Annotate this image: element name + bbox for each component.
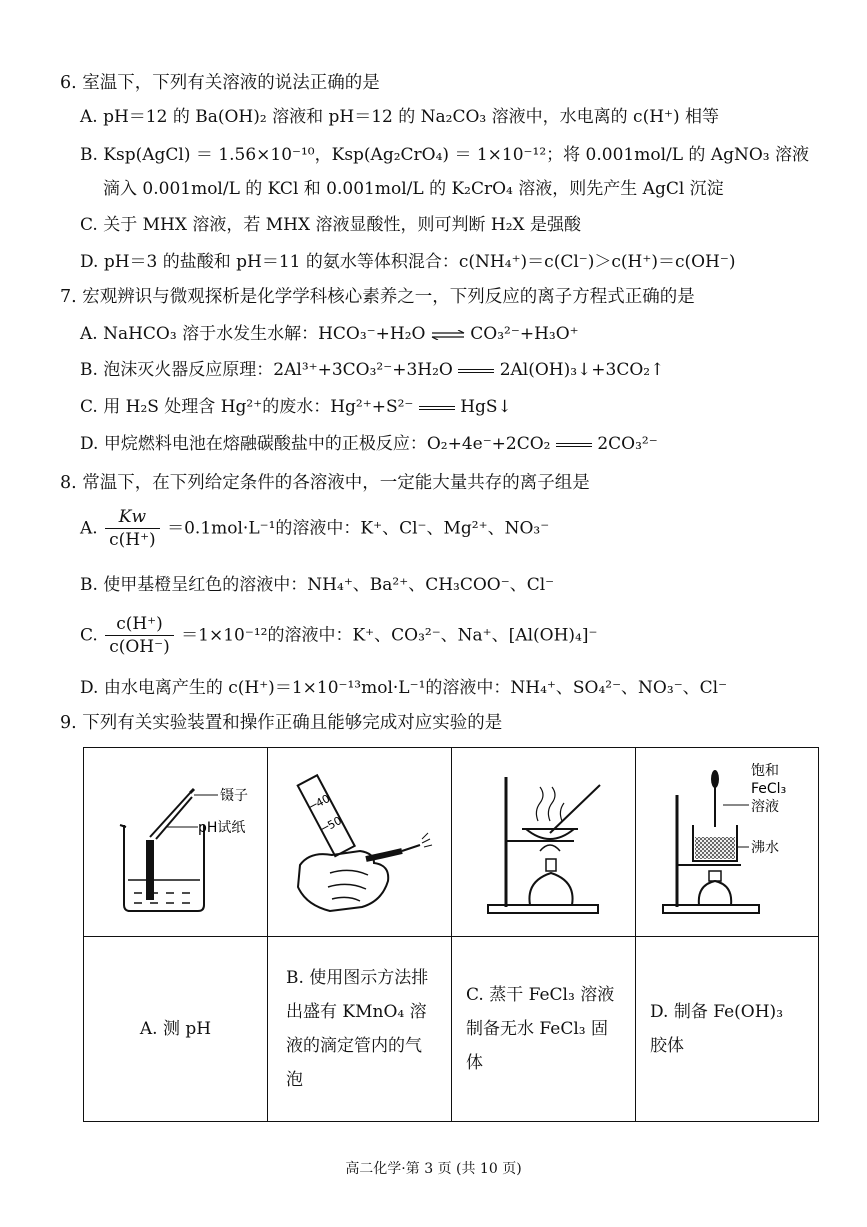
tweezers-label: 镊子 <box>219 788 248 804</box>
q8-a-numerator: Kw <box>105 506 160 529</box>
q7-a-right: CO₃²⁻+H₃O⁺ <box>470 324 579 344</box>
page-footer: 高二化学·第 3 页 (共 10 页) <box>345 1161 522 1177</box>
q7-b-left: B. 泡沫灭火器反应原理：2Al³⁺+3CO₃²⁻+3H₂O <box>80 360 453 380</box>
q8-a-text: ＝0.1mol·L⁻¹的溶液中：K⁺、Cl⁻、Mg²⁺、NO₃⁻ <box>167 518 550 539</box>
boiling-water-label: 沸水 <box>751 840 779 856</box>
q7-option-d <box>80 431 658 457</box>
ph-paper-label: pH试纸 <box>197 820 245 836</box>
q8-c-text: ＝1×10⁻¹²的溶液中：K⁺、CO₃²⁻、Na⁺、[Al(OH)₄]⁻ <box>181 625 598 646</box>
q7-stem: 7. 宏观辨识与微观探析是化学学科核心素养之一，下列反应的离子方程式正确的是 <box>60 287 695 307</box>
q7-option-c <box>80 394 512 420</box>
description-row <box>84 937 819 1122</box>
saturated-label: 饱和 <box>751 763 779 779</box>
q6-stem: 6. 室温下，下列有关溶液的说法正确的是 <box>60 73 380 93</box>
solution-label: 溶液 <box>751 799 779 815</box>
burette-mark-40: 40 <box>313 791 332 811</box>
option-c-cell: C. 蒸干 FeCl₃ 溶液制备无水 FeCl₃ 固体 <box>452 937 636 1122</box>
option-d-cell: D. 制备 Fe(OH)₃ 胶体 <box>636 937 819 1122</box>
q7-c-right: HgS↓ <box>460 397 512 417</box>
q8-c-label: C. <box>80 625 98 646</box>
q8-option-b: B. 使甲基橙呈红色的溶液中：NH₄⁺、Ba²⁺、CH₃COO⁻、Cl⁻ <box>80 575 555 595</box>
evaporating-dish-figure <box>454 755 634 925</box>
q8-option-c <box>80 613 597 658</box>
q7-d-left: D. 甲烷燃料电池在熔融碳酸盐中的正极反应：O₂+4e⁻+2CO₂ <box>80 434 551 454</box>
figure-c-cell <box>452 748 636 937</box>
beaker-ph-paper-figure <box>86 755 266 925</box>
q8-a-label: A. <box>80 518 98 539</box>
q8-stem: 8. 常温下，在下列给定条件的各溶液中，一定能大量共存的离子组是 <box>60 473 590 493</box>
q8-option-d: D. 由水电离产生的 c(H⁺)＝1×10⁻¹³mol·L⁻¹的溶液中：NH₄⁺、SO₄²⁻、NO₃⁻、Cl⁻ <box>80 678 728 698</box>
q6-option-b-line1: B. Ksp(AgCl) ＝ 1.56×10⁻¹⁰，Ksp(Ag₂CrO₄) ＝ 1×10⁻¹²；将 0.001mol/L 的 AgNO₃ 溶液 <box>80 145 810 165</box>
equals-sign-icon <box>556 443 592 447</box>
equals-sign-icon <box>458 369 494 373</box>
figure-a-cell <box>84 748 268 937</box>
q7-option-b <box>80 357 664 383</box>
experiment-table <box>83 747 819 1122</box>
q7-d-right: 2CO₃²⁻ <box>597 434 658 454</box>
q8-c-numerator: c(H⁺) <box>105 613 174 636</box>
q6-option-a: A. pH＝12 的 Ba(OH)₂ 溶液和 pH＝12 的 Na₂CO₃ 溶液中，水电离的 c(H⁺) 相等 <box>80 107 720 127</box>
q8-option-a <box>80 506 549 551</box>
q6-option-c: C. 关于 MHX 溶液，若 MHX 溶液显酸性，则可判断 H₂X 是强酸 <box>80 215 582 235</box>
fecl3-label: FeCl₃ <box>751 781 787 797</box>
q9-stem: 9. 下列有关实验装置和操作正确且能够完成对应实验的是 <box>60 713 503 733</box>
q6-option-b-line2: 滴入 0.001mol/L 的 KCl 和 0.001mol/L 的 K₂CrO₄ 溶液，则先产生 AgCl 沉淀 <box>103 179 724 199</box>
figure-b-cell <box>268 748 452 937</box>
burette-hand-figure <box>270 755 450 925</box>
figure-row <box>84 748 819 937</box>
q7-option-a <box>80 321 579 347</box>
q8-a-fraction <box>105 506 160 551</box>
q7-b-right: 2Al(OH)₃↓+3CO₂↑ <box>499 360 665 380</box>
burette-mark-50: 50 <box>324 814 344 833</box>
q8-c-fraction <box>105 613 174 658</box>
figure-d-cell <box>636 748 819 937</box>
q7-a-left: A. NaHCO₃ 溶于水发生水解：HCO₃⁻+H₂O <box>80 324 426 344</box>
equals-sign-icon <box>419 406 455 410</box>
equilibrium-arrow-icon <box>431 330 465 340</box>
colloid-preparation-figure <box>637 755 817 925</box>
q7-c-left: C. 用 H₂S 处理含 Hg²⁺的废水：Hg²⁺+S²⁻ <box>80 397 414 417</box>
q8-c-denominator: c(OH⁻) <box>109 637 170 657</box>
q8-a-denominator: c(H⁺) <box>109 530 156 550</box>
option-b-cell: B. 使用图示方法排出盛有 KMnO₄ 溶液的滴定管内的气泡 <box>268 937 452 1122</box>
q6-option-d: D. pH＝3 的盐酸和 pH＝11 的氨水等体积混合：c(NH₄⁺)＝c(Cl⁻)＞c(H⁺)＝c(OH⁻) <box>80 252 736 272</box>
option-a-cell: A. 测 pH <box>84 937 268 1122</box>
